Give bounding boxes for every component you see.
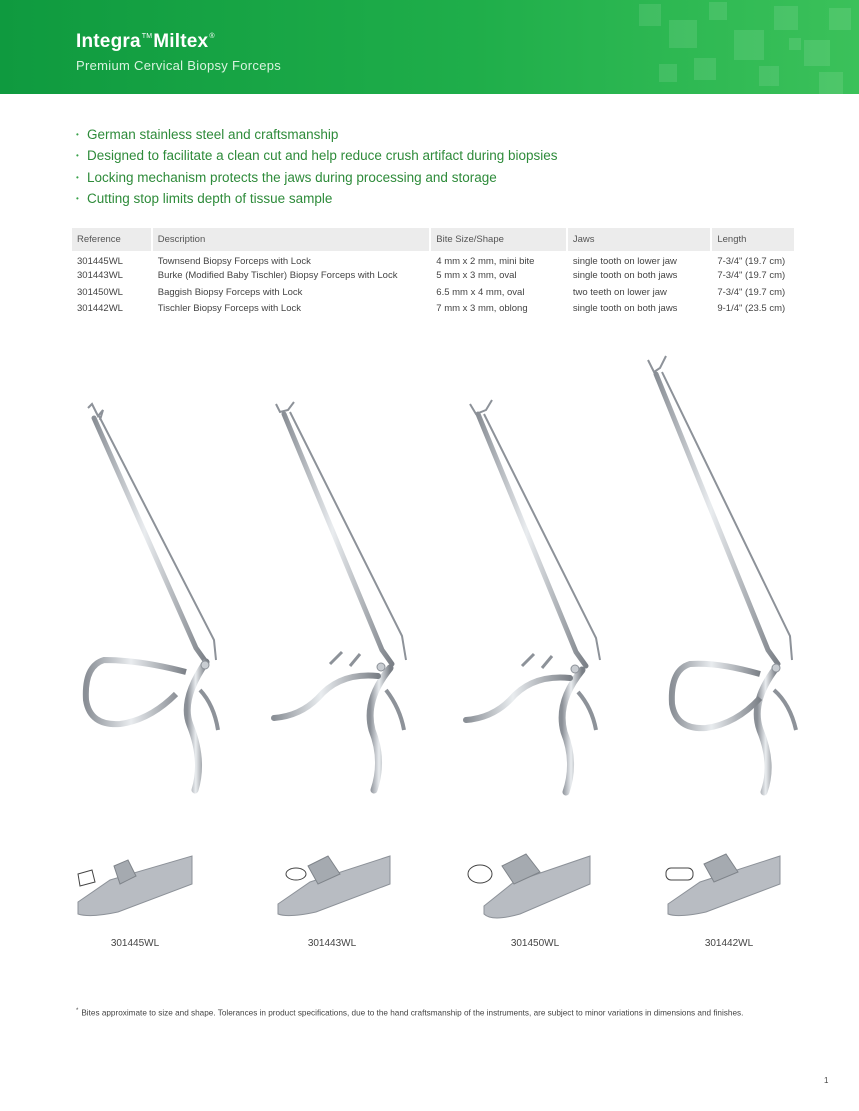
cell-bite-size: 5 mm x 3 mm, oval xyxy=(436,270,517,282)
table-row xyxy=(72,301,794,318)
tip-closeup-301443WL xyxy=(278,856,390,916)
forceps-image-301443WL xyxy=(274,402,406,790)
page-subtitle: Premium Cervical Biopsy Forceps xyxy=(76,58,282,73)
forceps-image-301442WL xyxy=(648,356,796,792)
bullet-icon: • xyxy=(76,151,79,161)
cell-description: Townsend Biopsy Forceps with Lock xyxy=(157,255,311,267)
forceps-image-301445WL xyxy=(86,404,218,790)
page-header xyxy=(0,0,859,94)
tip-label: 301445WL xyxy=(110,938,160,949)
bullet-icon: • xyxy=(76,130,79,139)
cell-description: Burke (Modified Baby Tischler) Biopsy Forceps with Lock xyxy=(157,270,398,282)
column-header: Description xyxy=(153,228,430,251)
cell-description: Baggish Biopsy Forceps with Lock xyxy=(157,286,303,298)
cell-jaws: single tooth on lower jaw xyxy=(572,255,677,267)
cell-bite-size: 6.5 mm x 4 mm, oval xyxy=(436,286,525,298)
bite-shape-icon xyxy=(468,865,492,883)
feature-list xyxy=(76,124,558,209)
cell-length: 7-3/4" (19.7 cm) xyxy=(717,255,786,267)
feature-item: • Designed to facilitate a clean cut and help reduce crush artifact during biopsies xyxy=(76,145,558,166)
spec-table xyxy=(70,228,796,317)
bite-shape-icon xyxy=(286,868,306,880)
cell-reference: 301450WL xyxy=(77,286,123,298)
tip-closeup-301442WL xyxy=(666,854,780,916)
column-header: Bite Size/Shape xyxy=(431,228,566,251)
cell-bite-size: 7 mm x 3 mm, oblong xyxy=(436,303,528,315)
brand-logo: Integra™Miltex® xyxy=(76,31,215,52)
bite-shape-icon xyxy=(666,868,693,880)
decorative-squares xyxy=(599,0,859,94)
cell-length: 9-1/4" (23.5 cm) xyxy=(717,303,786,315)
cell-jaws: single tooth on both jaws xyxy=(572,270,678,282)
feature-item: • Cutting stop limits depth of tissue sample xyxy=(76,188,558,209)
cell-bite-size: 4 mm x 2 mm, mini bite xyxy=(436,255,535,267)
footnote: * Bites approximate to size and shape. Tolerances in product specifications, due to the hand craftsmanship of the instruments, are subject to minor variations in dimensions and finishes. xyxy=(76,1008,744,1018)
feature-item: • Locking mechanism protects the jaws during processing and storage xyxy=(76,167,558,188)
cell-reference: 301442WL xyxy=(77,303,123,315)
cell-length: 7-3/4" (19.7 cm) xyxy=(717,270,786,282)
table-row xyxy=(72,268,794,285)
cell-description: Tischler Biopsy Forceps with Lock xyxy=(157,303,301,315)
feature-item: • German stainless steel and craftsmanship xyxy=(76,124,558,145)
table-header-row xyxy=(72,228,794,251)
column-header: Length xyxy=(712,228,794,251)
forceps-image-301450WL xyxy=(466,400,600,792)
cell-length: 7-3/4" (19.7 cm) xyxy=(717,286,786,298)
tip-closeups xyxy=(0,848,859,928)
table-row xyxy=(72,284,794,301)
tip-label: 301442WL xyxy=(704,938,754,949)
table-row xyxy=(72,251,794,268)
tip-label: 301443WL xyxy=(307,938,357,949)
cell-reference: 301445WL xyxy=(77,255,123,267)
cell-jaws: single tooth on both jaws xyxy=(572,303,678,315)
cell-reference: 301443WL xyxy=(77,270,123,282)
column-header: Reference xyxy=(72,228,151,251)
forceps-illustrations xyxy=(0,350,859,810)
page-number: 1 xyxy=(824,1076,829,1085)
cell-jaws: two teeth on lower jaw xyxy=(572,286,667,298)
bullet-icon: • xyxy=(76,172,79,182)
tip-closeup-301445WL xyxy=(78,856,192,916)
tip-label: 301450WL xyxy=(510,938,560,949)
column-header: Jaws xyxy=(568,228,711,251)
bite-shape-icon xyxy=(78,870,95,886)
bullet-icon: • xyxy=(76,193,79,203)
tip-closeup-301450WL xyxy=(468,854,590,918)
